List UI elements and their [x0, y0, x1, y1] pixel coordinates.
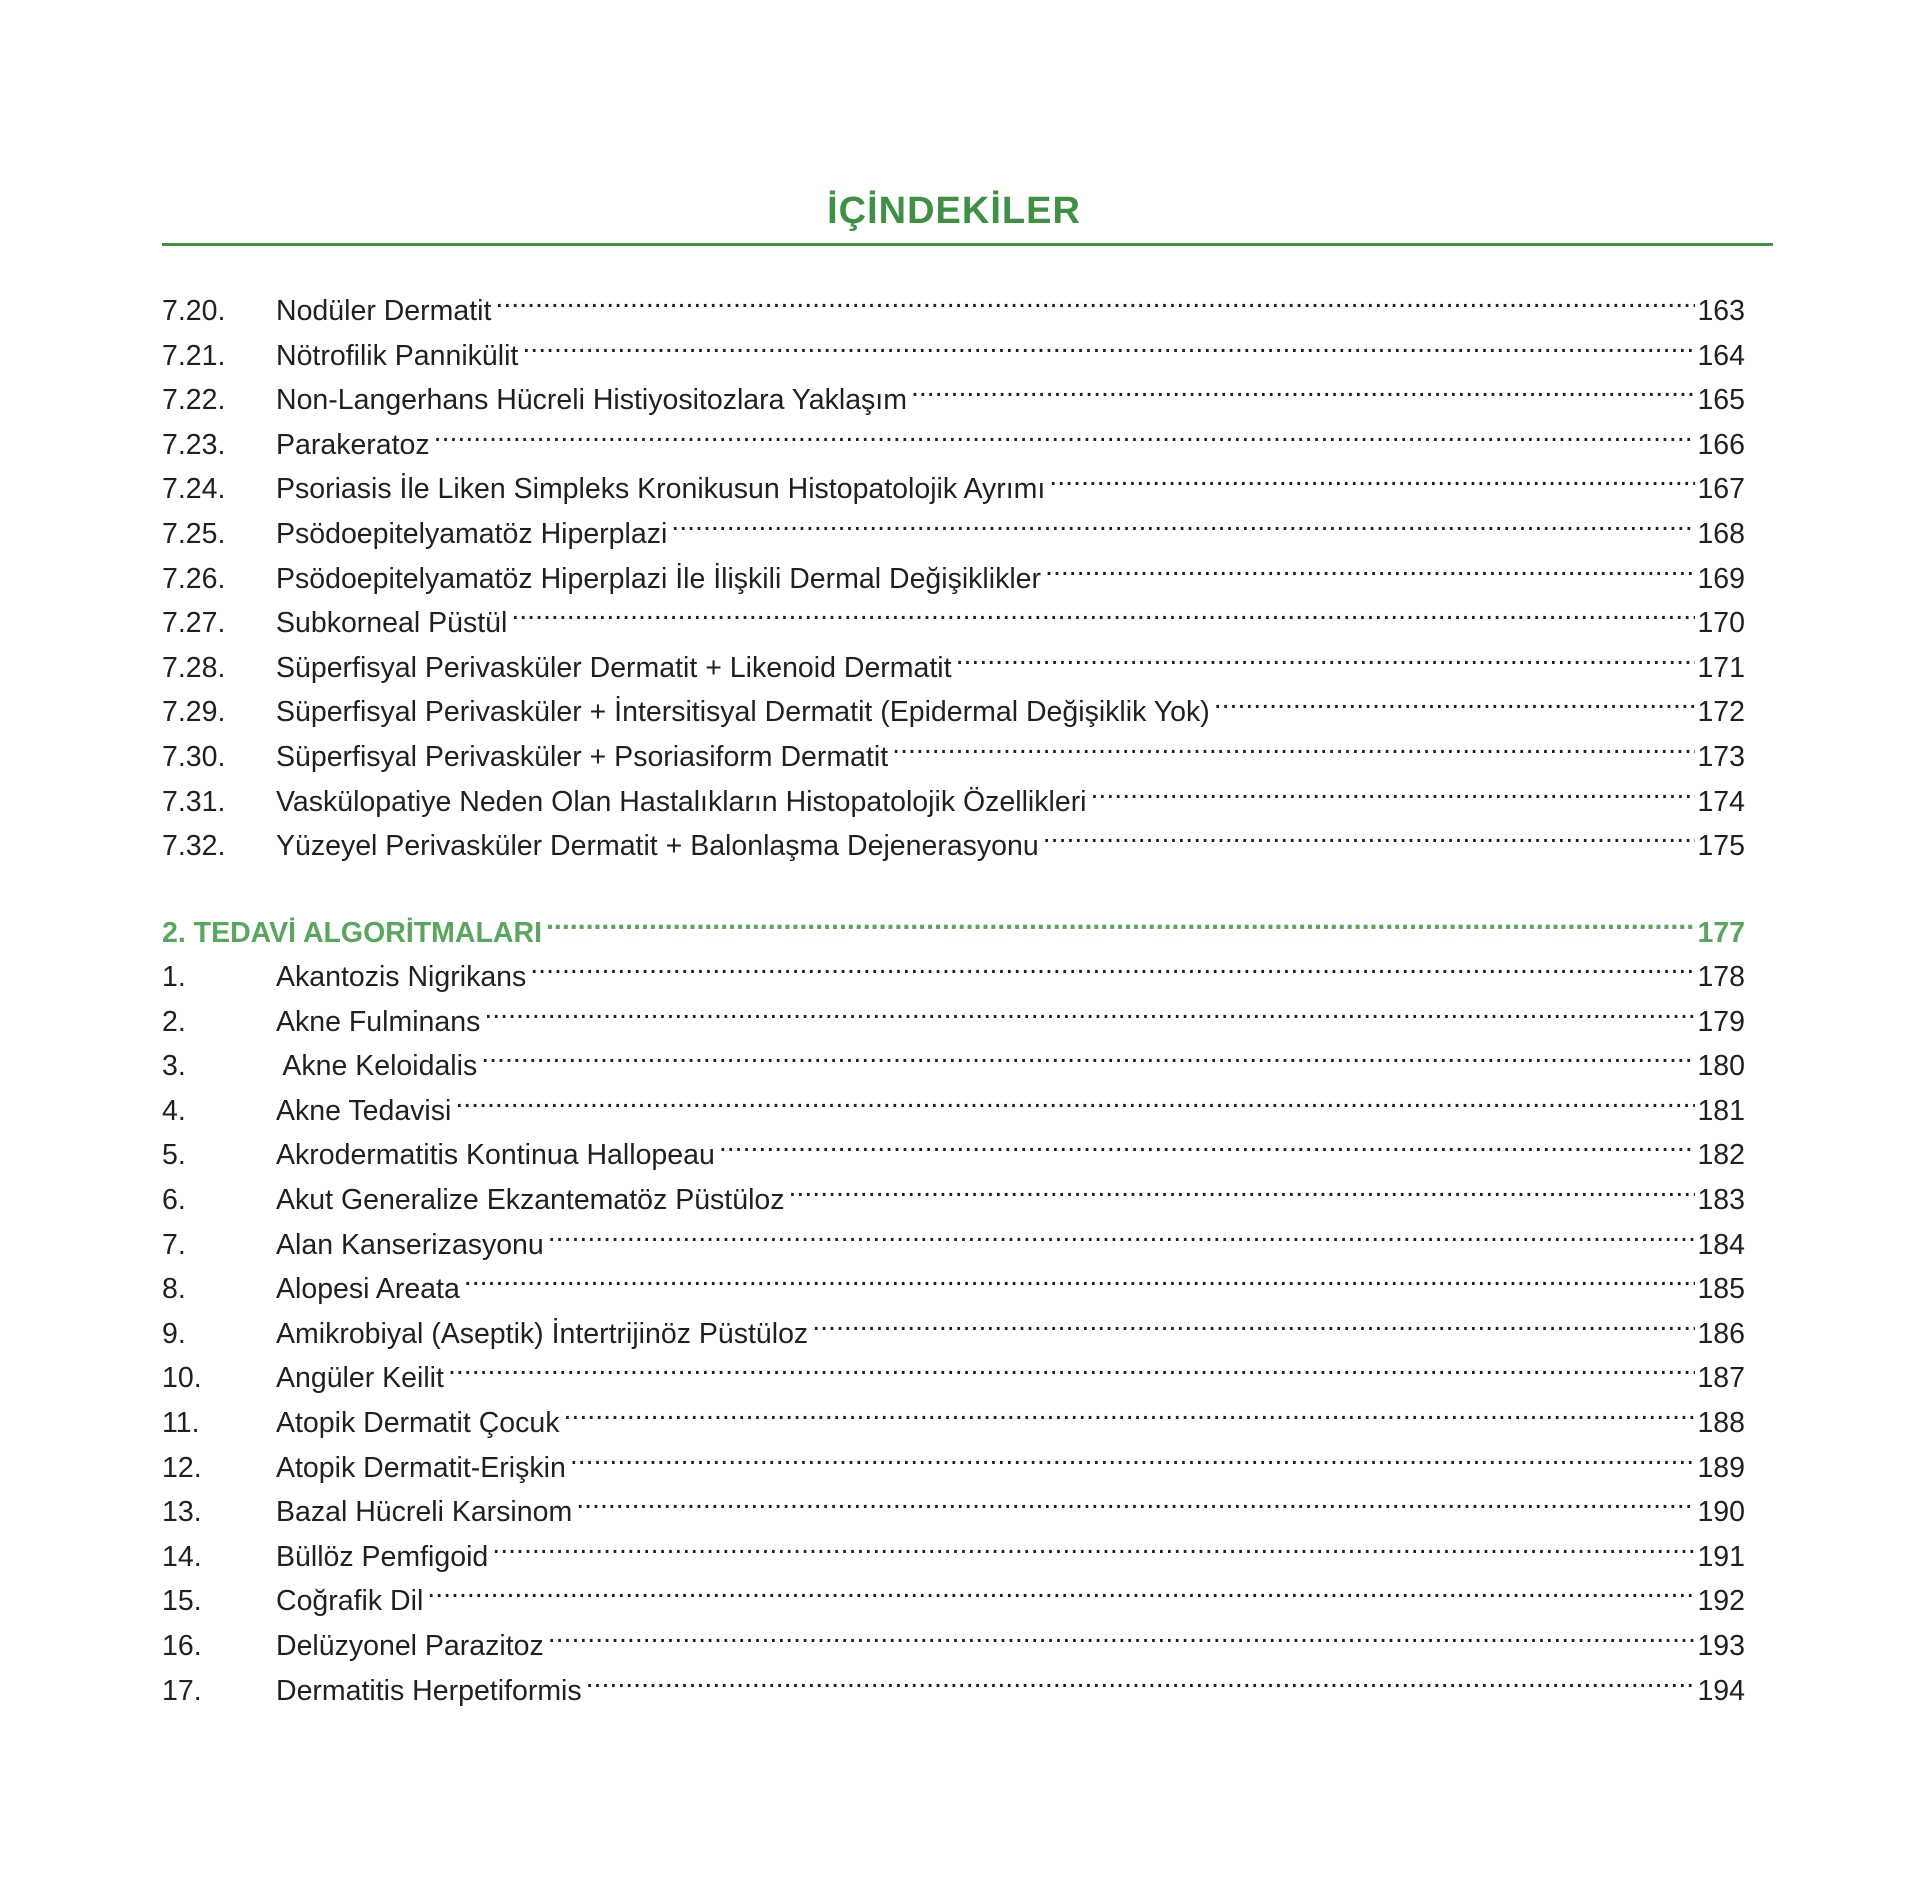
toc-entry[interactable] [162, 365, 1745, 417]
toc-entry-number: 7.23. [162, 428, 226, 461]
toc-entry[interactable] [162, 1477, 1745, 1529]
toc-dot-leader [812, 1299, 1695, 1343]
toc-entry[interactable] [162, 633, 1745, 684]
toc-entry-label: Akut Generalize Ekzantematöz Püstüloz [276, 1184, 785, 1216]
toc-page-number: 185 [1697, 1273, 1745, 1306]
toc-entry-number: 14. [162, 1540, 202, 1573]
toc-entry-number: 7.29. [162, 696, 226, 729]
toc-entry-number: 7.20. [162, 295, 226, 327]
toc-entry-label: Süperfisyal Perivasküler + İntersitisyal Dermatit (Epidermal Değişiklik Yok) [276, 696, 1210, 729]
toc-page-number: 163 [1697, 295, 1745, 327]
toc-entry-label: Coğrafik Dil [276, 1585, 424, 1618]
toc-dot-leader [586, 1656, 1696, 1700]
toc-entry-number: 7.22. [162, 384, 226, 417]
toc-page-number: 183 [1697, 1184, 1745, 1216]
toc-entry-label: Vaskülopatiye Neden Olan Hastalıkların Histopatolojik Özellikleri [276, 785, 1087, 818]
toc-entry-label: Non-Langerhans Hücreli Histiyositozlara Yaklaşım [276, 384, 907, 417]
toc-dot-leader [956, 633, 1696, 677]
toc-dot-leader [719, 1120, 1696, 1164]
toc-entry[interactable] [162, 544, 1745, 595]
toc-dot-leader [530, 942, 1695, 986]
toc-entry[interactable] [162, 499, 1745, 550]
toc-dot-leader [1214, 677, 1696, 721]
toc-entry-label: Alopesi Areata [276, 1273, 460, 1306]
toc-entry-label: Psoriasis İle Liken Simpleks Kronikusun Histopatolojik Ayrımı [276, 473, 1046, 506]
toc-entry-label: Büllöz Pemfigoid [276, 1540, 489, 1573]
toc-page-number: 166 [1697, 428, 1745, 461]
toc-page-number: 182 [1697, 1139, 1745, 1172]
toc-dot-leader [434, 410, 1696, 454]
toc-dot-leader [427, 1566, 1695, 1610]
toc-entry-number: 7.26. [162, 562, 226, 595]
toc-entry-number: 9. [162, 1317, 186, 1350]
toc-dot-leader [789, 1165, 1696, 1209]
toc-entry[interactable] [162, 1165, 1745, 1216]
toc-page-number: 168 [1697, 518, 1745, 550]
toc-page-number: 190 [1697, 1496, 1745, 1529]
toc-page-number: 175 [1697, 830, 1745, 863]
toc-entry-number: 12. [162, 1451, 202, 1484]
toc-entry-label: Akne Fulminans [276, 1005, 481, 1038]
toc-dot-leader [492, 1522, 1695, 1566]
toc-entry-number: 6. [162, 1184, 186, 1216]
toc-entry[interactable] [162, 1566, 1745, 1618]
toc-page-number: 172 [1697, 696, 1745, 729]
toc-dot-leader [1043, 811, 1696, 855]
toc-dot-leader [448, 1343, 1696, 1387]
toc-dot-leader [481, 1031, 1695, 1075]
toc-entry[interactable] [162, 588, 1745, 640]
toc-entry-label: Akrodermatitis Kontinua Hallopeau [276, 1139, 715, 1172]
toc-entry-label: Amikrobiyal (Aseptik) İntertrijinöz Püstüloz [276, 1317, 809, 1350]
toc-dot-leader [455, 1076, 1695, 1120]
toc-entry[interactable] [162, 1433, 1745, 1484]
toc-entry[interactable] [162, 1120, 1745, 1172]
toc-section-label: 2. TEDAVİ ALGORİTMALARI [162, 917, 542, 949]
toc-entry[interactable] [162, 811, 1745, 863]
toc-entry-number: 2. [162, 1005, 186, 1038]
toc-entry-number: 7. [162, 1228, 186, 1261]
toc-entry-label: Süperfisyal Perivasküler Dermatit + Likenoid Dermatit [276, 651, 952, 684]
toc-dot-leader [671, 499, 1695, 543]
toc-entry-label: Akne Keloidalis [276, 1050, 478, 1083]
toc-dot-leader [1091, 767, 1696, 811]
toc-dot-leader [564, 1388, 1696, 1432]
toc-entry-number: 7.30. [162, 741, 226, 773]
toc-entry-number: 7.32. [162, 830, 226, 863]
toc-entry[interactable] [162, 677, 1745, 729]
toc-page-number: 186 [1697, 1317, 1745, 1350]
toc-entry-label: Delüzyonel Parazitoz [276, 1630, 544, 1662]
toc-entry[interactable] [162, 942, 1745, 993]
toc-entry-number: 3. [162, 1050, 186, 1083]
toc-dot-leader [570, 1433, 1696, 1477]
toc-entry[interactable] [162, 1343, 1745, 1395]
toc-entry-number: 8. [162, 1273, 186, 1306]
toc-page-number: 188 [1697, 1407, 1745, 1439]
toc-entry-label: Akne Tedavisi [276, 1094, 452, 1127]
toc-page-number: 169 [1697, 562, 1745, 595]
toc-entry[interactable] [162, 987, 1745, 1038]
toc-dot-leader [892, 722, 1695, 766]
toc-entry-number: 7.28. [162, 651, 226, 684]
toc-entry-number: 15. [162, 1585, 202, 1618]
toc-section-heading[interactable] [162, 898, 1745, 949]
toc-entry-label: Atopik Dermatit Çocuk [276, 1407, 560, 1439]
toc-entry-number: 7.24. [162, 473, 226, 506]
toc-entry[interactable] [162, 767, 1745, 818]
toc-page-number: 174 [1697, 785, 1745, 818]
toc-entry[interactable] [162, 454, 1745, 506]
toc-page-number: 181 [1697, 1094, 1745, 1127]
toc-page-number: 192 [1697, 1585, 1745, 1618]
toc-page-number: 178 [1697, 961, 1745, 993]
toc-page-number: 184 [1697, 1228, 1745, 1261]
toc-page-number: 180 [1697, 1050, 1745, 1083]
toc-page-number: 164 [1697, 339, 1745, 372]
toc-dot-leader [464, 1254, 1696, 1298]
toc-page-number: 191 [1697, 1540, 1745, 1573]
toc-page-number: 173 [1697, 741, 1745, 773]
toc-entry-label: Parakeratoz [276, 428, 430, 461]
toc-dot-leader [546, 898, 1695, 942]
toc-page-number: 170 [1697, 607, 1745, 640]
toc-entry[interactable] [162, 276, 1745, 327]
toc-dot-leader [911, 365, 1695, 409]
toc-entry-number: 5. [162, 1139, 186, 1172]
toc-entry[interactable] [162, 1031, 1745, 1083]
toc-entry-label: Yüzeyel Perivasküler Dermatit + Balonlaşma Dejenerasyonu [276, 830, 1039, 863]
toc-dot-leader [484, 987, 1695, 1031]
toc-dot-leader [548, 1611, 1696, 1655]
toc-entry[interactable] [162, 321, 1745, 372]
toc-entry[interactable] [162, 1254, 1745, 1306]
toc-entry[interactable] [162, 1299, 1745, 1350]
toc-entry-label: Psödoepitelyamatöz Hiperplazi [276, 518, 668, 550]
toc-dot-leader [1049, 454, 1695, 498]
toc-entry-number: 7.21. [162, 339, 226, 372]
toc-entry[interactable] [162, 1656, 1745, 1707]
toc-page-number: 194 [1697, 1674, 1745, 1707]
toc-dot-leader [511, 588, 1695, 632]
toc-entry[interactable] [162, 1388, 1745, 1439]
toc-entry[interactable] [162, 1522, 1745, 1573]
toc-entry-label: Angüler Keilit [276, 1362, 444, 1395]
toc-page-number: 189 [1697, 1451, 1745, 1484]
toc-entry-label: Bazal Hücreli Karsinom [276, 1496, 573, 1529]
toc-page-number: 179 [1697, 1005, 1745, 1038]
toc-entry-label: Akantozis Nigrikans [276, 961, 527, 993]
toc-entry-label: Psödoepitelyamatöz Hiperplazi İle İlişkili Dermal Değişiklikler [276, 562, 1042, 595]
toc-entry[interactable] [162, 1611, 1745, 1662]
toc-entry-label: Nötrofilik Pannikülit [276, 339, 519, 372]
toc-entry-number: 13. [162, 1496, 202, 1529]
toc-page-number: 187 [1697, 1362, 1745, 1395]
toc-page-number: 165 [1697, 384, 1745, 417]
toc-entry-number: 16. [162, 1630, 202, 1662]
toc-entry-number: 7.31. [162, 785, 226, 818]
toc-dot-leader [522, 321, 1695, 365]
toc-page-number: 167 [1697, 473, 1745, 506]
toc-page-number: 171 [1697, 651, 1745, 684]
toc-entry-label: Nodüler Dermatit [276, 295, 492, 327]
toc-dot-leader [548, 1210, 1696, 1254]
toc-entry-label: Dermatitis Herpetiformis [276, 1674, 582, 1707]
toc-entry-number: 17. [162, 1674, 202, 1707]
toc-entry[interactable] [162, 722, 1745, 773]
title-divider [162, 243, 1773, 246]
toc-entry[interactable] [162, 1210, 1745, 1261]
toc-entry-number: 11. [162, 1407, 200, 1439]
toc-entry-number: 7.25. [162, 518, 226, 550]
toc-entry[interactable] [162, 410, 1745, 461]
toc-entry-label: Atopik Dermatit-Erişkin [276, 1451, 566, 1484]
toc-page-number: 193 [1697, 1630, 1745, 1662]
toc-entry-label: Alan Kanserizasyonu [276, 1228, 544, 1261]
toc-entry-number: 1. [162, 961, 186, 993]
toc-entry-number: 7.27. [162, 607, 226, 640]
page-title: İÇİNDEKİLER [827, 190, 1081, 232]
toc-entry[interactable] [162, 1076, 1745, 1127]
toc-dot-leader [576, 1477, 1695, 1521]
toc-entry-number: 4. [162, 1094, 186, 1127]
toc-dot-leader [1045, 544, 1695, 588]
toc-dot-leader [495, 276, 1695, 320]
toc-entry-number: 10. [162, 1362, 202, 1395]
toc-entry-label: Süperfisyal Perivasküler + Psoriasiform Dermatit [276, 741, 889, 773]
toc-page-number: 177 [1697, 917, 1745, 949]
toc-entry-label: Subkorneal Püstül [276, 607, 508, 640]
